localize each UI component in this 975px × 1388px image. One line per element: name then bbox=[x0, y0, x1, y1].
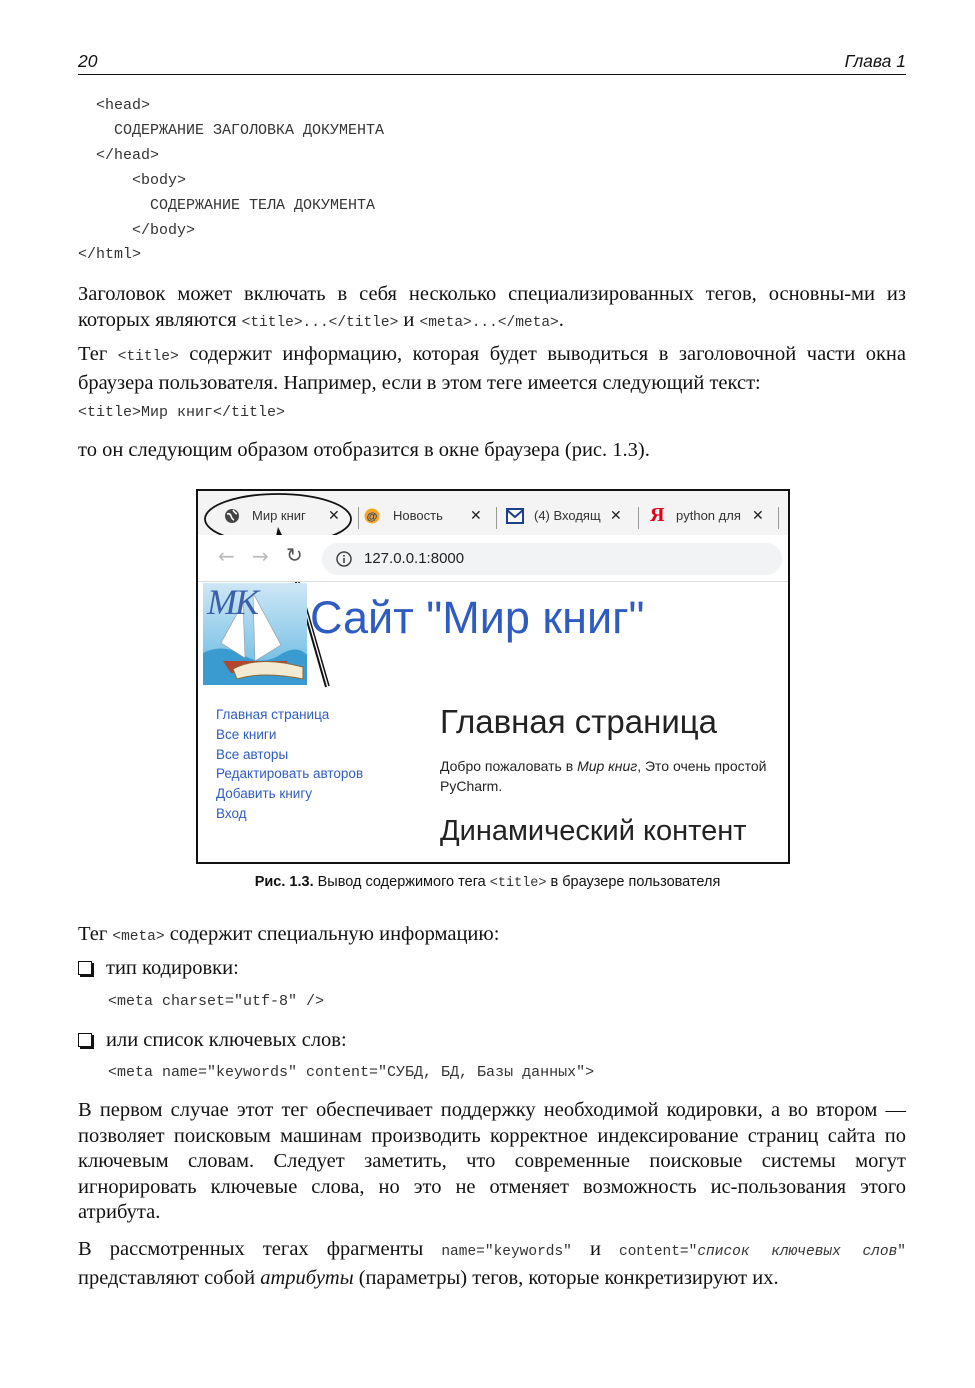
inline-code: <title> bbox=[117, 349, 179, 365]
address-bar-row bbox=[198, 535, 788, 582]
code-line: <meta charset="utf-8" /> bbox=[108, 993, 325, 1010]
reload-icon[interactable]: ↻ bbox=[286, 543, 303, 567]
figure-caption: Рис. 1.3. Вывод содержимого тега <title> в браузере пользователя bbox=[254, 874, 721, 891]
code-line: СОДЕРЖАНИЕ ЗАГОЛОВКА ДОКУМЕНТА bbox=[78, 122, 385, 139]
inline-code: " bbox=[897, 1244, 906, 1260]
code-line: <meta name="keywords" content="СУБД, БД, Базы данных"> bbox=[108, 1064, 595, 1081]
nav-link[interactable]: Все авторы bbox=[216, 747, 289, 762]
page-header bbox=[78, 50, 906, 75]
inline-code: <title>...</title> bbox=[241, 314, 399, 331]
code-line: <title>Мир книг</title> bbox=[78, 404, 286, 421]
forward-arrow-icon[interactable]: → bbox=[252, 544, 269, 568]
close-icon[interactable]: ✕ bbox=[328, 507, 340, 523]
paragraph bbox=[78, 342, 906, 396]
emphasis: атрибуты bbox=[260, 1266, 354, 1289]
browser-screenshot-figure bbox=[196, 489, 790, 864]
logo-monogram: МК bbox=[207, 583, 257, 622]
nav-link[interactable]: Вход bbox=[216, 806, 247, 821]
inline-code: список ключевых слов bbox=[697, 1244, 898, 1260]
site-logo bbox=[203, 583, 307, 685]
svg-text:@: @ bbox=[366, 511, 378, 523]
close-icon[interactable]: ✕ bbox=[610, 507, 622, 523]
inline-code: <meta> bbox=[112, 929, 165, 945]
close-icon[interactable]: ✕ bbox=[752, 507, 764, 523]
code-line: </head> bbox=[78, 147, 160, 164]
inline-code: content=" bbox=[619, 1244, 698, 1260]
code-line: </body> bbox=[78, 222, 196, 239]
site-title: Сайт "Мир книг" bbox=[310, 592, 645, 643]
bullet-item: тип кодировки: bbox=[106, 957, 239, 979]
code-line: СОДЕРЖАНИЕ ТЕЛА ДОКУМЕНТА bbox=[78, 197, 376, 214]
info-icon bbox=[336, 551, 352, 567]
chapter-title: Глава 1 bbox=[844, 51, 906, 71]
nav-link[interactable]: Редактировать авторов bbox=[216, 766, 364, 781]
paragraph-text: Тег bbox=[78, 343, 118, 365]
dynamic-heading: Динамический контент bbox=[440, 815, 747, 847]
close-icon[interactable]: ✕ bbox=[470, 507, 482, 523]
tab-label: Мир книг bbox=[252, 508, 306, 523]
back-arrow-icon[interactable]: ← bbox=[218, 544, 235, 568]
bullet-marker bbox=[78, 961, 92, 975]
inline-code: <meta>...</meta> bbox=[419, 314, 559, 331]
welcome-text: Добро пожаловать в Мир книг, Это очень простой bbox=[440, 758, 767, 774]
paragraph-text: . bbox=[558, 308, 564, 331]
paragraph bbox=[78, 282, 906, 336]
bullet-marker bbox=[78, 1033, 92, 1047]
welcome-text-line2: PyCharm. bbox=[440, 778, 503, 794]
tab-label: python для bbox=[676, 508, 741, 523]
page-number: 20 bbox=[78, 51, 98, 71]
yandex-icon: Я bbox=[650, 504, 665, 526]
paragraph-text: содержит информацию, которая будет выводиться в заголовочной части окна браузера пользователя. Например, если в этом теге имеется следующий текст: bbox=[78, 343, 906, 394]
code-line: </html> bbox=[78, 246, 142, 263]
inline-code: name="keywords" bbox=[441, 1244, 572, 1260]
code-line: <body> bbox=[78, 172, 187, 189]
bullet-item: или список ключевых слов: bbox=[106, 1029, 347, 1051]
nav-link[interactable]: Все книги bbox=[216, 727, 277, 742]
main-heading: Главная страница bbox=[440, 703, 718, 740]
nav-link[interactable]: Добавить книгу bbox=[216, 786, 312, 801]
paragraph: Тег <meta> содержит специальную информацию: bbox=[78, 923, 500, 945]
paragraph: то он следующим образом отобразится в окне браузера (рис. 1.3). bbox=[78, 439, 650, 461]
nav-link[interactable]: Главная страница bbox=[216, 707, 330, 722]
tab-label: Новость bbox=[393, 508, 443, 523]
paragraph-text: и bbox=[398, 308, 420, 331]
paragraph: В рассмотренных тегах фрагменты name="keywords" и content="список ключевых слов" представляют собой атрибуты (параметры) тегов, которые конкретизируют их. bbox=[78, 1238, 906, 1289]
url-field[interactable] bbox=[322, 543, 782, 575]
paragraph: В первом случае этот тег обеспечивает поддержку необходимой кодировки, а во втором — позволяет поисковым машинам производить корректное индексирование страниц сайта по ключевым словам. Следует заметить, что современные поисковые системы могут игнорировать ключевые слова, но это не отменяет возможность ис-пользования этого атрибута. bbox=[78, 1099, 906, 1223]
url-text: 127.0.0.1:8000 bbox=[364, 550, 465, 567]
paragraph-text: Заголовок может включать в себя несколько специализированных тегов, основны-ми из которых являются bbox=[78, 283, 906, 331]
tab-label: (4) Входящ bbox=[534, 508, 601, 523]
code-line: <head> bbox=[78, 97, 151, 114]
